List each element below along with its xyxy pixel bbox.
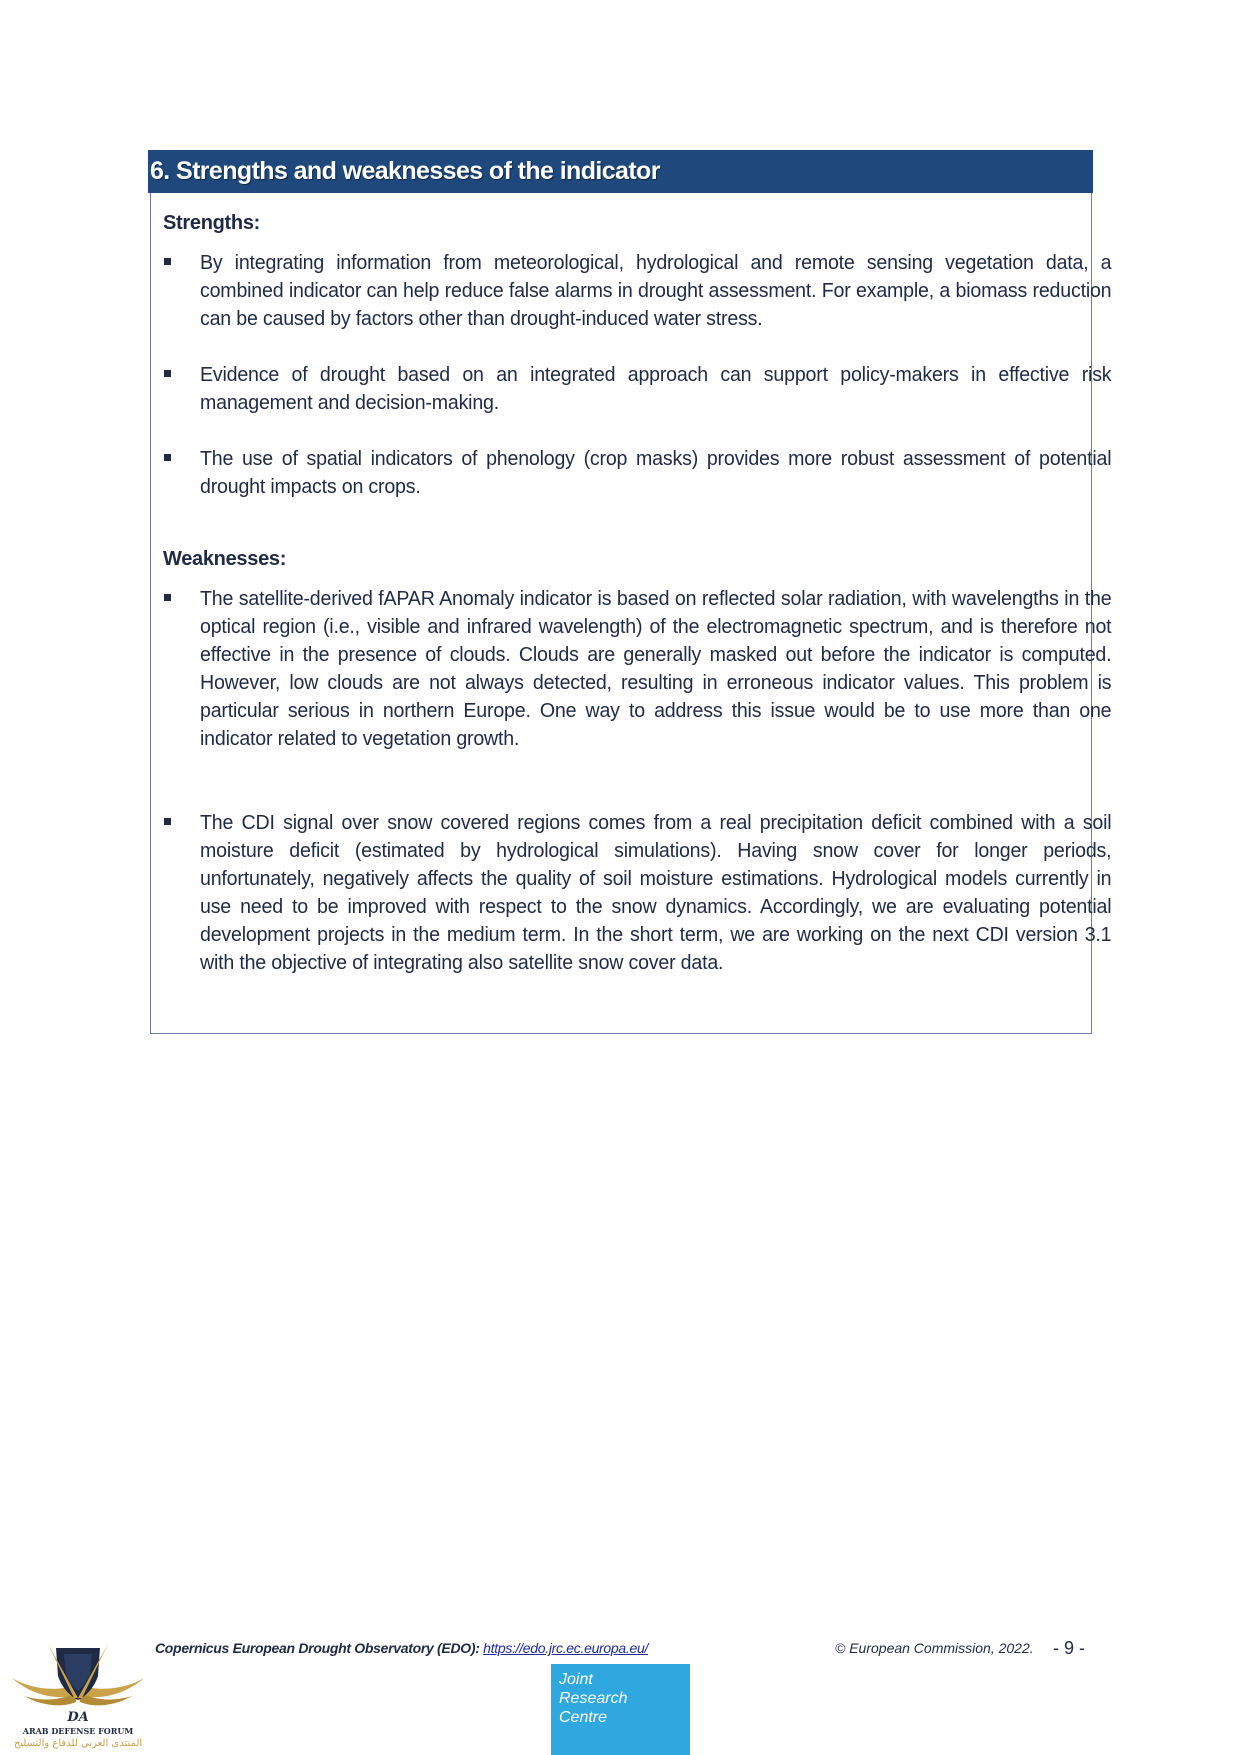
list-item-text: By integrating information from meteorological, hydrological and remote sensing vegetation data, a combined indicator can help reduce false alarms in drought assessment. For example, a biomass reduction can be caused by factors other than drought-induced water stress. [200,252,1112,330]
logo-name-ar: المنتدى العربي للدفاع والتسليح [13,1738,143,1749]
bullet-square-icon [164,454,171,461]
list-item-text: The use of spatial indicators of phenology (crop masks) provides more robust assessment of potential drought impacts on crops. [200,448,1112,498]
bullet-square-icon [164,818,171,825]
logo-monogram: DA [67,1710,89,1725]
jrc-logo-line: Joint [559,1671,593,1688]
arab-defense-forum-logo [8,1640,148,1755]
footer-copyright: © European Commission, 2022. [835,1640,1034,1656]
footer-source-label: Copernicus European Drought Observatory (EDO): [155,1640,480,1656]
strengths-heading: Strengths: [163,212,261,234]
section-title: 6. Strengths and weaknesses of the indicator [150,157,660,185]
jrc-logo-line: Centre [559,1709,608,1726]
list-item-text: Evidence of drought based on an integrated approach can support policy-makers in effective risk management and decision-making. [200,364,1112,414]
list-item-text: The CDI signal over snow covered regions comes from a real precipitation deficit combined with a soil moisture deficit (estimated by hydrological simulations). Having snow cover for longer periods, unfortunately, negatively affects the quality of soil moisture estimations. Hydrological models currently in use need to be improved with respect to the snow dynamics. Accordingly, we are evaluating potential development projects in the medium term. In the short term, we are working on the next CDI version 3.1 with the objective of integrating also satellite snow cover data. [200,812,1112,974]
jrc-logo [551,1664,690,1755]
page-number: - 9 - [1053,1638,1086,1658]
logo-name-en: ARAB DEFENSE FORUM [22,1726,134,1736]
weaknesses-heading: Weaknesses: [163,548,287,570]
bullet-square-icon [164,258,171,265]
content-box [150,193,1112,1034]
bullet-square-icon [164,370,171,377]
list-item-text: The satellite-derived fAPAR Anomaly indicator is based on reflected solar radiation, with wavelengths in the optical region (i.e., visible and infrared wavelength) of the electromagnetic spectrum, and is therefore not effective in the presence of clouds. Clouds are generally masked out before the indicator is computed. However, low clouds are not always detected, resulting in erroneous indicator values. This problem is particular serious in northern Europe. One way to address this issue would be to use more than one indicator related to vegetation growth. [200,588,1112,750]
edo-link[interactable]: https://edo.jrc.ec.europa.eu/ [483,1640,649,1656]
bullet-square-icon [164,594,171,601]
section-header [148,150,1093,193]
footer-source [155,1640,648,1656]
jrc-logo-line: Research [559,1690,628,1707]
page-footer [155,1640,1095,1662]
